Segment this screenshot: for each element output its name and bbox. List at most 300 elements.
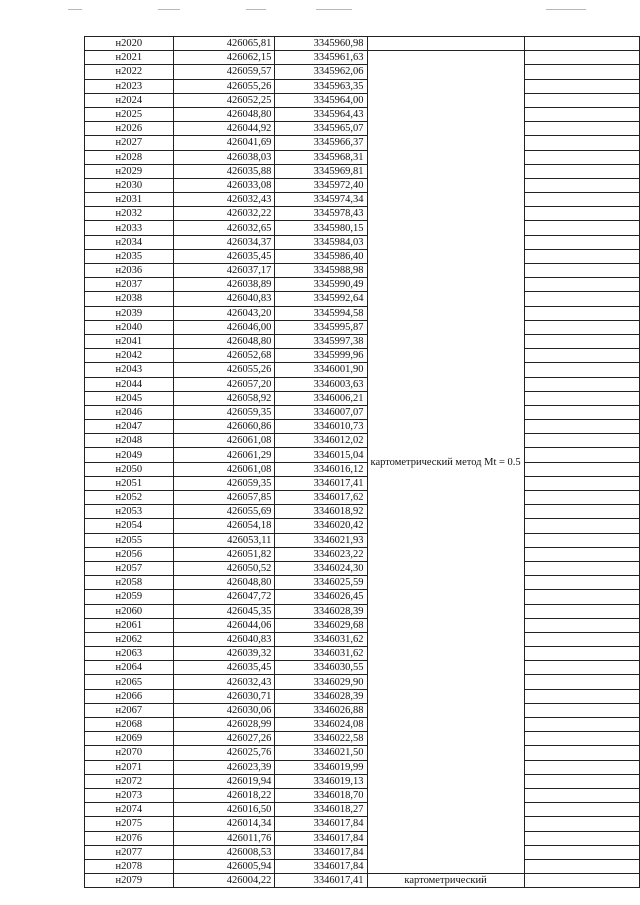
y-coordinate-cell: 3346023,22 [275,547,367,561]
table-row [85,462,640,476]
y-coordinate-cell: 3346001,90 [275,363,367,377]
point-name-cell: н2033 [85,221,174,235]
table-row [85,831,640,845]
point-name-cell: н2034 [85,235,174,249]
point-name-cell: н2067 [85,703,174,717]
y-coordinate-cell: 3346022,58 [275,732,367,746]
table-row [85,107,640,121]
scan-artifact [316,9,352,10]
y-coordinate-cell: 3346012,02 [275,434,367,448]
table-row [85,576,640,590]
note-cell [524,831,639,845]
y-coordinate-cell: 3346021,93 [275,533,367,547]
table-row [85,505,640,519]
scan-artifact [546,9,586,10]
table-row [85,533,640,547]
y-coordinate-cell: 3345962,06 [275,65,367,79]
x-coordinate-cell: 426055,69 [173,505,275,519]
y-coordinate-cell: 3346007,07 [275,405,367,419]
note-cell [524,136,639,150]
table-row [85,874,640,888]
point-name-cell: н2035 [85,249,174,263]
x-coordinate-cell: 426048,80 [173,576,275,590]
x-coordinate-cell: 426053,11 [173,533,275,547]
note-cell [524,547,639,561]
y-coordinate-cell: 3345990,49 [275,278,367,292]
method-cell: картометрический метод Mt = 0.5 [367,51,524,874]
note-cell [524,491,639,505]
point-name-cell: н2077 [85,845,174,859]
table-row [85,703,640,717]
y-coordinate-cell: 3346028,39 [275,604,367,618]
note-cell [524,817,639,831]
point-name-cell: н2068 [85,718,174,732]
y-coordinate-cell: 3345972,40 [275,178,367,192]
point-name-cell: н2032 [85,207,174,221]
table-row [85,590,640,604]
y-coordinate-cell: 3346029,90 [275,675,367,689]
point-name-cell: н2037 [85,278,174,292]
point-name-cell: н2045 [85,391,174,405]
y-coordinate-cell: 3346017,84 [275,817,367,831]
point-name-cell: н2042 [85,349,174,363]
table-row [85,604,640,618]
y-coordinate-cell: 3346029,68 [275,618,367,632]
note-cell [524,661,639,675]
point-name-cell: н2039 [85,306,174,320]
point-name-cell: н2074 [85,803,174,817]
table-row [85,51,640,65]
point-name-cell: н2046 [85,405,174,419]
point-name-cell: н2054 [85,519,174,533]
x-coordinate-cell: 426044,06 [173,618,275,632]
x-coordinate-cell: 426041,69 [173,136,275,150]
point-name-cell: н2043 [85,363,174,377]
scan-artifact [68,9,82,10]
table-row [85,519,640,533]
x-coordinate-cell: 426037,17 [173,264,275,278]
point-name-cell: н2038 [85,292,174,306]
table-row [85,845,640,859]
table-row [85,278,640,292]
table-row [85,37,640,51]
x-coordinate-cell: 426011,76 [173,831,275,845]
note-cell [524,845,639,859]
method-cell-last: картометрический [367,874,524,888]
x-coordinate-cell: 426048,80 [173,107,275,121]
y-coordinate-cell: 3346017,84 [275,831,367,845]
y-coordinate-cell: 3346018,92 [275,505,367,519]
table-row [85,178,640,192]
note-cell [524,576,639,590]
x-coordinate-cell: 426048,80 [173,334,275,348]
table-row [85,491,640,505]
y-coordinate-cell: 3346010,73 [275,420,367,434]
y-coordinate-cell: 3345999,96 [275,349,367,363]
table-row [85,732,640,746]
point-name-cell: н2021 [85,51,174,65]
y-coordinate-cell: 3346018,27 [275,803,367,817]
x-coordinate-cell: 426065,81 [173,37,275,51]
note-cell [524,193,639,207]
y-coordinate-cell: 3346026,45 [275,590,367,604]
point-name-cell: н2062 [85,632,174,646]
table-row [85,334,640,348]
x-coordinate-cell: 426052,25 [173,93,275,107]
table-row [85,377,640,391]
x-coordinate-cell: 426033,08 [173,178,275,192]
y-coordinate-cell: 3345980,15 [275,221,367,235]
point-name-cell: н2049 [85,448,174,462]
point-name-cell: н2069 [85,732,174,746]
point-name-cell: н2063 [85,647,174,661]
table-row [85,65,640,79]
table-row [85,774,640,788]
x-coordinate-cell: 426059,35 [173,405,275,419]
x-coordinate-cell: 426046,00 [173,320,275,334]
y-coordinate-cell: 3345995,87 [275,320,367,334]
note-cell [524,221,639,235]
table-row [85,788,640,802]
x-coordinate-cell: 426061,29 [173,448,275,462]
x-coordinate-cell: 426005,94 [173,859,275,873]
note-cell [524,292,639,306]
note-cell [524,207,639,221]
note-cell [524,803,639,817]
note-cell [524,462,639,476]
table-row [85,817,640,831]
y-coordinate-cell: 3346006,21 [275,391,367,405]
table-row [85,235,640,249]
table-row [85,349,640,363]
point-name-cell: н2057 [85,561,174,575]
point-name-cell: н2030 [85,178,174,192]
y-coordinate-cell: 3346019,13 [275,774,367,788]
note-cell [524,320,639,334]
point-name-cell: н2053 [85,505,174,519]
x-coordinate-cell: 426035,45 [173,249,275,263]
y-coordinate-cell: 3346021,50 [275,746,367,760]
note-cell [524,859,639,873]
note-cell [524,505,639,519]
note-cell [524,788,639,802]
note-cell [524,334,639,348]
table-row [85,647,640,661]
table-row [85,405,640,419]
y-coordinate-cell: 3345992,64 [275,292,367,306]
x-coordinate-cell: 426059,35 [173,476,275,490]
note-cell [524,377,639,391]
y-coordinate-cell: 3345997,38 [275,334,367,348]
point-name-cell: н2058 [85,576,174,590]
point-name-cell: н2073 [85,788,174,802]
note-cell [524,51,639,65]
point-name-cell: н2065 [85,675,174,689]
y-coordinate-cell: 3346019,99 [275,760,367,774]
y-coordinate-cell: 3345960,98 [275,37,367,51]
table-row [85,760,640,774]
point-name-cell: н2044 [85,377,174,391]
table-row [85,718,640,732]
note-cell [524,476,639,490]
point-name-cell: н2020 [85,37,174,51]
x-coordinate-cell: 426043,20 [173,306,275,320]
point-name-cell: н2024 [85,93,174,107]
table-row [85,164,640,178]
x-coordinate-cell: 426032,65 [173,221,275,235]
point-name-cell: н2050 [85,462,174,476]
point-name-cell: н2029 [85,164,174,178]
y-coordinate-cell: 3345994,58 [275,306,367,320]
point-name-cell: н2076 [85,831,174,845]
point-name-cell: н2056 [85,547,174,561]
note-cell [524,703,639,717]
table-row [85,420,640,434]
table-row [85,221,640,235]
y-coordinate-cell: 3346003,63 [275,377,367,391]
note-cell [524,434,639,448]
y-coordinate-cell: 3345963,35 [275,79,367,93]
point-name-cell: н2052 [85,491,174,505]
table-row [85,320,640,334]
x-coordinate-cell: 426019,94 [173,774,275,788]
x-coordinate-cell: 426040,83 [173,292,275,306]
y-coordinate-cell: 3346017,62 [275,491,367,505]
note-cell [524,448,639,462]
note-cell [524,363,639,377]
x-coordinate-cell: 426023,39 [173,760,275,774]
point-name-cell: н2060 [85,604,174,618]
table-row [85,746,640,760]
table-row [85,859,640,873]
note-cell [524,150,639,164]
table-row [85,661,640,675]
x-coordinate-cell: 426035,45 [173,661,275,675]
note-cell [524,79,639,93]
x-coordinate-cell: 426034,37 [173,235,275,249]
x-coordinate-cell: 426028,99 [173,718,275,732]
table-row [85,122,640,136]
note-cell [524,760,639,774]
note-cell [524,249,639,263]
x-coordinate-cell: 426032,43 [173,193,275,207]
point-name-cell: н2023 [85,79,174,93]
y-coordinate-cell: 3346020,42 [275,519,367,533]
table-row [85,632,640,646]
x-coordinate-cell: 426039,32 [173,647,275,661]
note-cell [524,632,639,646]
note-cell [524,874,639,888]
y-coordinate-cell: 3346028,39 [275,689,367,703]
coordinates-table [84,36,640,888]
y-coordinate-cell: 3345964,43 [275,107,367,121]
note-cell [524,264,639,278]
x-coordinate-cell: 426061,08 [173,462,275,476]
table-row [85,689,640,703]
y-coordinate-cell: 3345965,07 [275,122,367,136]
x-coordinate-cell: 426050,52 [173,561,275,575]
x-coordinate-cell: 426051,82 [173,547,275,561]
point-name-cell: н2078 [85,859,174,873]
y-coordinate-cell: 3346015,04 [275,448,367,462]
x-coordinate-cell: 426018,22 [173,788,275,802]
table-row [85,193,640,207]
point-name-cell: н2025 [85,107,174,121]
x-coordinate-cell: 426054,18 [173,519,275,533]
x-coordinate-cell: 426032,22 [173,207,275,221]
point-name-cell: н2031 [85,193,174,207]
table-row [85,136,640,150]
point-name-cell: н2027 [85,136,174,150]
table-row [85,363,640,377]
x-coordinate-cell: 426035,88 [173,164,275,178]
x-coordinate-cell: 426057,85 [173,491,275,505]
y-coordinate-cell: 3345968,31 [275,150,367,164]
note-cell [524,122,639,136]
x-coordinate-cell: 426052,68 [173,349,275,363]
note-cell [524,618,639,632]
y-coordinate-cell: 3345986,40 [275,249,367,263]
y-coordinate-cell: 3346024,08 [275,718,367,732]
table-row [85,292,640,306]
note-cell [524,37,639,51]
x-coordinate-cell: 426032,43 [173,675,275,689]
note-cell [524,349,639,363]
x-coordinate-cell: 426055,26 [173,79,275,93]
x-coordinate-cell: 426025,76 [173,746,275,760]
y-coordinate-cell: 3345988,98 [275,264,367,278]
table-row [85,675,640,689]
table-row [85,79,640,93]
y-coordinate-cell: 3345961,63 [275,51,367,65]
note-cell [524,774,639,788]
point-name-cell: н2066 [85,689,174,703]
note-cell [524,391,639,405]
point-name-cell: н2055 [85,533,174,547]
note-cell [524,178,639,192]
y-coordinate-cell: 3346017,84 [275,859,367,873]
table-row [85,249,640,263]
table-row [85,150,640,164]
point-name-cell: н2028 [85,150,174,164]
x-coordinate-cell: 426038,03 [173,150,275,164]
note-cell [524,718,639,732]
point-name-cell: н2072 [85,774,174,788]
coordinates-table-body [85,37,640,888]
table-row [85,803,640,817]
x-coordinate-cell: 426038,89 [173,278,275,292]
x-coordinate-cell: 426040,83 [173,632,275,646]
table-row [85,434,640,448]
x-coordinate-cell: 426061,08 [173,434,275,448]
point-name-cell: н2047 [85,420,174,434]
note-cell [524,647,639,661]
y-coordinate-cell: 3345978,43 [275,207,367,221]
table-row [85,264,640,278]
y-coordinate-cell: 3346031,62 [275,632,367,646]
table-row [85,547,640,561]
y-coordinate-cell: 3346025,59 [275,576,367,590]
x-coordinate-cell: 426059,57 [173,65,275,79]
point-name-cell: н2071 [85,760,174,774]
point-name-cell: н2075 [85,817,174,831]
point-name-cell: н2070 [85,746,174,760]
point-name-cell: н2048 [85,434,174,448]
table-row [85,618,640,632]
table-row [85,391,640,405]
first-row-method-cell [367,37,524,51]
point-name-cell: н2079 [85,874,174,888]
note-cell [524,405,639,419]
scan-artifact [158,9,180,10]
x-coordinate-cell: 426030,71 [173,689,275,703]
note-cell [524,604,639,618]
note-cell [524,533,639,547]
x-coordinate-cell: 426008,53 [173,845,275,859]
y-coordinate-cell: 3346017,41 [275,476,367,490]
point-name-cell: н2026 [85,122,174,136]
x-coordinate-cell: 426004,22 [173,874,275,888]
table-row [85,207,640,221]
note-cell [524,561,639,575]
note-cell [524,420,639,434]
y-coordinate-cell: 3345969,81 [275,164,367,178]
x-coordinate-cell: 426014,34 [173,817,275,831]
y-coordinate-cell: 3346018,70 [275,788,367,802]
point-name-cell: н2059 [85,590,174,604]
x-coordinate-cell: 426055,26 [173,363,275,377]
point-name-cell: н2064 [85,661,174,675]
y-coordinate-cell: 3346017,84 [275,845,367,859]
y-coordinate-cell: 3346030,55 [275,661,367,675]
note-cell [524,235,639,249]
point-name-cell: н2040 [85,320,174,334]
x-coordinate-cell: 426027,26 [173,732,275,746]
note-cell [524,107,639,121]
note-cell [524,65,639,79]
x-coordinate-cell: 426062,15 [173,51,275,65]
note-cell [524,164,639,178]
point-name-cell: н2022 [85,65,174,79]
note-cell [524,306,639,320]
x-coordinate-cell: 426030,06 [173,703,275,717]
y-coordinate-cell: 3346031,62 [275,647,367,661]
y-coordinate-cell: 3345974,34 [275,193,367,207]
y-coordinate-cell: 3345964,00 [275,93,367,107]
x-coordinate-cell: 426047,72 [173,590,275,604]
table-row [85,93,640,107]
x-coordinate-cell: 426058,92 [173,391,275,405]
x-coordinate-cell: 426016,50 [173,803,275,817]
point-name-cell: н2041 [85,334,174,348]
table-row [85,476,640,490]
point-name-cell: н2036 [85,264,174,278]
scan-artifact [246,9,266,10]
x-coordinate-cell: 426060,86 [173,420,275,434]
x-coordinate-cell: 426044,92 [173,122,275,136]
note-cell [524,278,639,292]
note-cell [524,732,639,746]
y-coordinate-cell: 3346016,12 [275,462,367,476]
note-cell [524,675,639,689]
y-coordinate-cell: 3345984,03 [275,235,367,249]
y-coordinate-cell: 3346026,88 [275,703,367,717]
point-name-cell: н2051 [85,476,174,490]
note-cell [524,746,639,760]
table-row [85,306,640,320]
table-row [85,448,640,462]
y-coordinate-cell: 3346024,30 [275,561,367,575]
